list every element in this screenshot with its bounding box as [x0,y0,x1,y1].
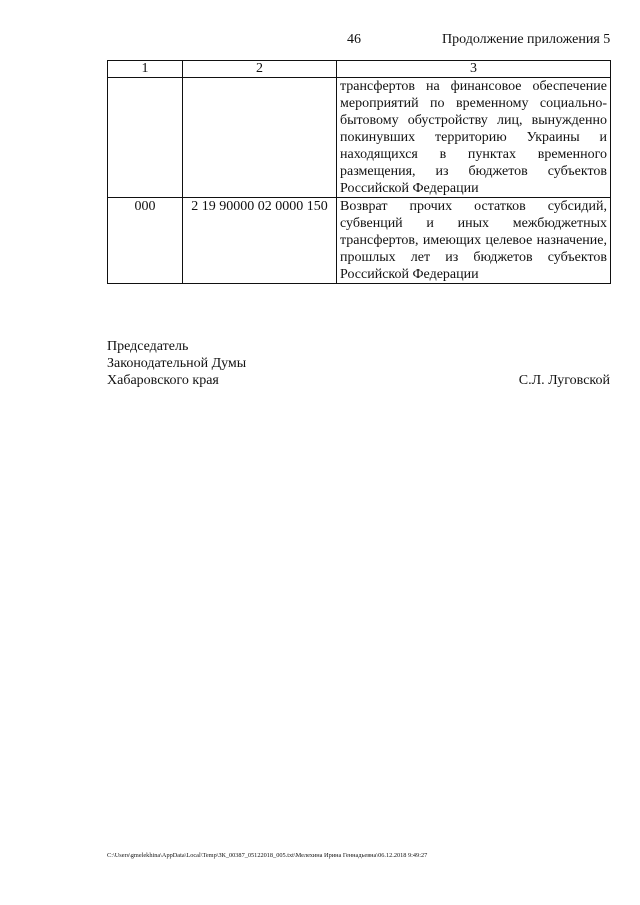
budget-code-cell: 2 19 90000 02 0000 150 [183,198,337,284]
signatory-region: Хабаровского края [107,373,219,388]
admin-code-cell [108,78,183,198]
table-row [108,78,611,198]
table-row [108,198,611,284]
column-header-2: 2 [183,61,337,78]
column-header-3: 3 [337,61,611,78]
signatory-body: Законодательной Думы [107,356,247,371]
continuation-label: Продолжение приложения 5 [442,32,611,47]
column-header-1: 1 [108,61,183,78]
appendix-table [107,60,611,284]
admin-code-cell: 000 [108,198,183,284]
description-cell: Возврат прочих остатков субсидий, субвенций и иных межбюджетных трансфертов, имеющих целевое назначение, прошлых лет из бюджетов субъектов Российской Федерации [337,198,611,284]
page-number: 46 [347,32,361,47]
description-cell: трансфертов на финансовое обеспечение мероприятий по временному социально-бытовому обустройству лиц, вынужденно покинувших территорию Украины и находящихся в пунктах временного размещения, из бюджетов субъектов Российской Федерации [337,78,611,198]
table-header-row [108,61,611,78]
budget-code-cell [183,78,337,198]
signatory-title: Председатель [107,339,189,354]
file-path-footer: C:\Users\gmelekhina\AppData\Local\Temp\ЗК_00387_05122018_005.txt\Мелехина Ирина Геннадьевна\06.12.2018 9:49:27 [107,852,428,859]
signature-block [107,338,610,389]
signatory-name: С.Л. Луговской [518,373,610,388]
